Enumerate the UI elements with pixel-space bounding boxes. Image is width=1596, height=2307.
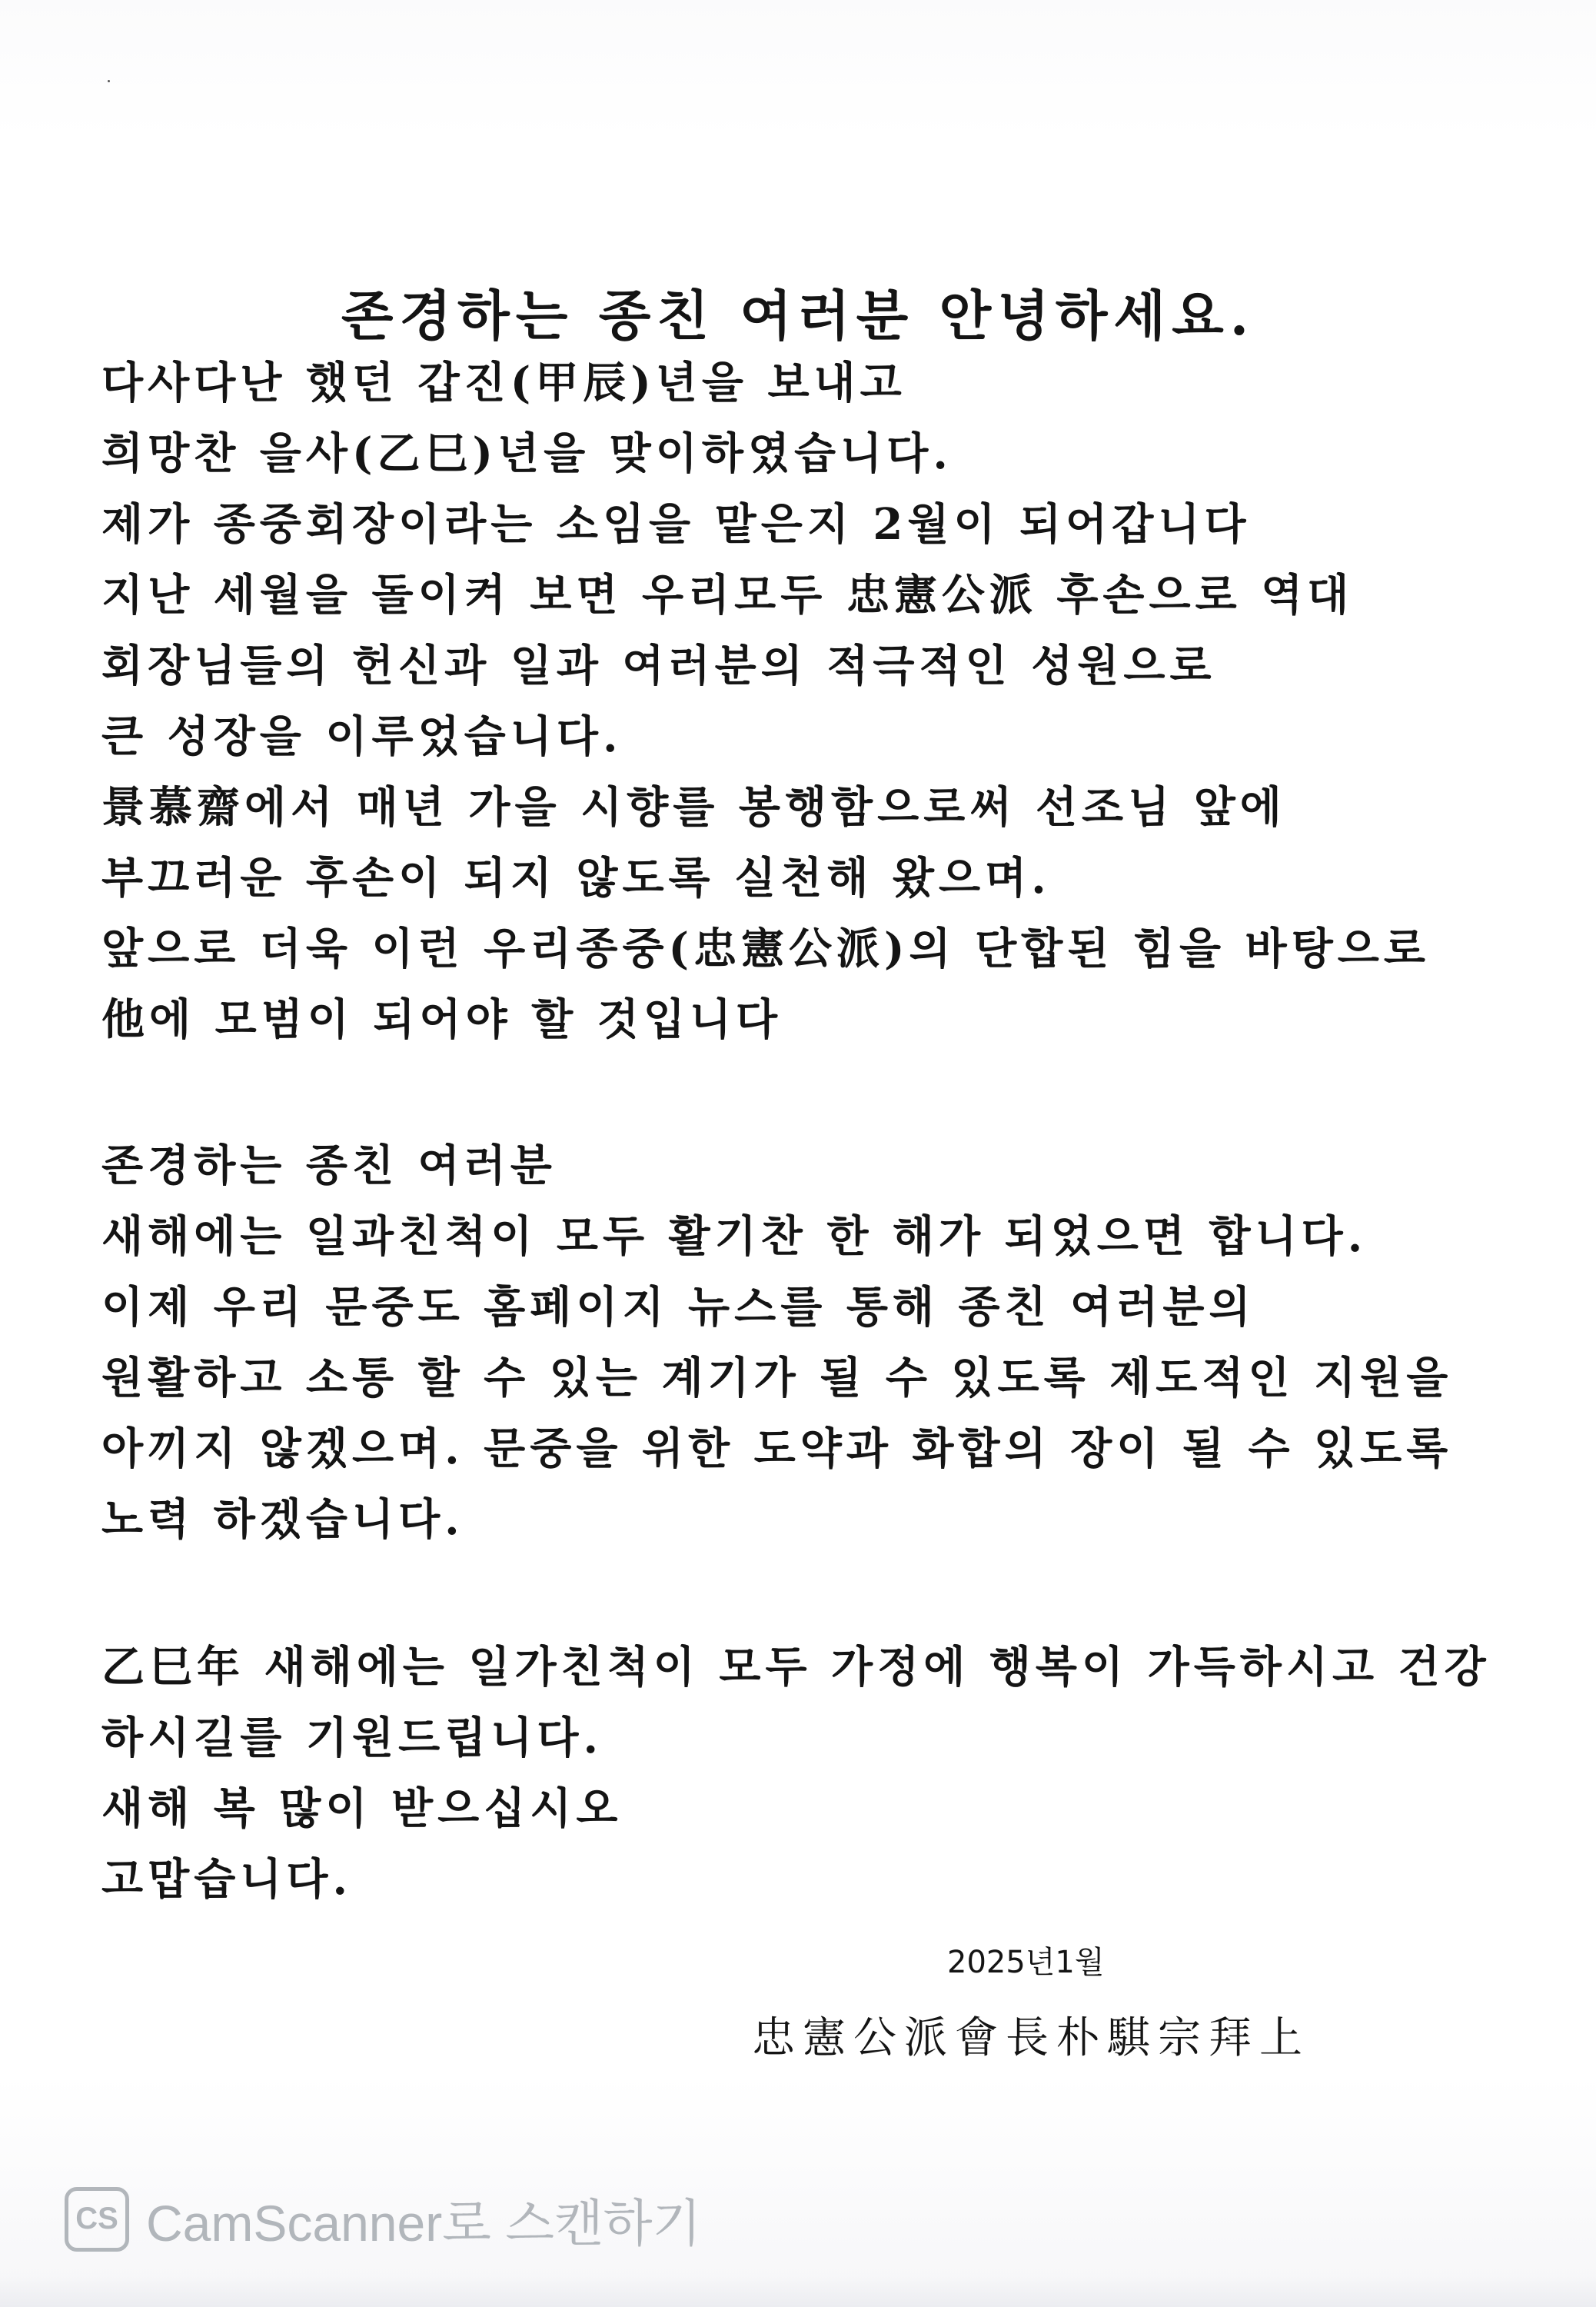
letter-line: 景慕齋에서 매년 가을 시향를 봉행함으로써 선조님 앞에 <box>101 782 1286 833</box>
page-edge-shadow <box>0 2276 1596 2307</box>
letter-line: 제가 종중회장이라는 소임을 맡은지 2월이 되어갑니다 <box>101 499 1251 550</box>
letter-line: 노력 하겠습니다. <box>101 1494 464 1545</box>
letter-line: 고맙습니다. <box>101 1854 352 1905</box>
speck <box>108 80 110 82</box>
letter-line: 새해에는 일과친척이 모두 활기찬 한 해가 되었으면 합니다. <box>101 1211 1368 1262</box>
letter-line: 乙巳年 새해에는 일가친척이 모두 가정에 행복이 가득하시고 건강 <box>101 1642 1491 1693</box>
letter-line: 희망찬 을사(乙巳)년을 맞이하였습니다. <box>101 428 953 479</box>
letter-line: 他에 모범이 되어야 할 것입니다 <box>101 994 783 1045</box>
letter-line: 다사다난 했던 갑진(甲辰)년을 보내고 <box>101 358 906 408</box>
letter-title: 존경하는 종친 여러분 안녕하세요. <box>341 284 1255 348</box>
letter-line: 새해 복 많이 받으십시오 <box>101 1783 623 1834</box>
letter-line: 아끼지 않겠으며. 문중을 위한 도약과 화합의 장이 될 수 있도록 <box>101 1423 1453 1474</box>
letter-line: 큰 성장을 이루었습니다. <box>101 711 623 762</box>
camscanner-text: CamScanner로 스캔하기 <box>146 2195 702 2252</box>
letter-signature: 忠憲公派會長朴騏宗拜上 <box>752 2013 1310 2063</box>
camscanner-logo-icon: CS <box>65 2187 129 2252</box>
letter-line: 원활하고 소통 할 수 있는 계기가 될 수 있도록 제도적인 지원을 <box>101 1353 1453 1403</box>
letter-date: 2025년1월 <box>947 1945 1105 1980</box>
letter-line: 부끄러운 후손이 되지 않도록 실천해 왔으며. <box>101 853 1051 904</box>
camscanner-watermark <box>65 2182 701 2255</box>
letter-line: 지난 세월을 돌이켜 보면 우리모두 忠憲公派 후손으로 역대 <box>101 570 1354 621</box>
letter-line: 존경하는 종친 여러분 <box>101 1140 557 1191</box>
letter-line: 하시길를 기원드립니다. <box>101 1713 603 1763</box>
letter-line: 회장님들의 헌신과 일과 여러분의 적극적인 성원으로 <box>101 641 1216 691</box>
letter-line: 이제 우리 문중도 홈페이지 뉴스를 통해 종친 여러분의 <box>101 1282 1255 1333</box>
letter-line: 앞으로 더욱 이런 우리종중(忠憲公派)의 단합된 힘을 바탕으로 <box>101 924 1430 974</box>
